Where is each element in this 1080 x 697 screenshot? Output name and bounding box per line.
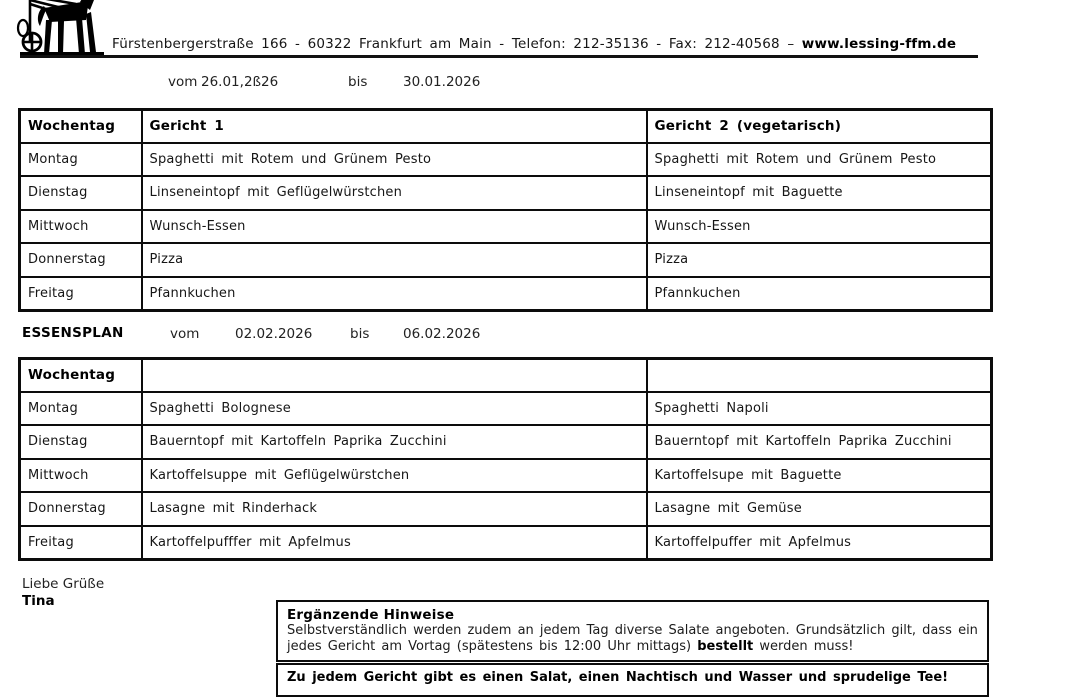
header-wochentag: Wochentag [20,110,142,143]
day-cell: Mittwoch [20,459,142,493]
dish2-cell: Pizza [647,243,992,277]
header-empty-1 [142,359,647,392]
header-empty-2 [647,359,992,392]
table-row [20,176,992,210]
week1-vom-label: vom [168,74,198,90]
notes-title: Ergänzende Hinweise [287,607,455,623]
week2-from-date: 02.02.2026 [235,326,313,342]
table-header-row [20,359,992,392]
dish2-cell: Pfannkuchen [647,277,992,311]
dish2-cell: Spaghetti mit Rotem und Grünem Pesto [647,143,992,177]
table-row [20,425,992,459]
dish1-cell: Pizza [142,243,647,277]
bottom-note-text: Zu jedem Gericht gibt es einen Salat, einen Nachtisch und Wasser und sprudelige Tee! [287,670,949,685]
notes-body-bold: bestellt [697,638,754,654]
week1-bis-label: bis [348,74,368,90]
dish1-cell: Lasagne mit Rinderhack [142,492,647,526]
notes-body-part1: Selbstverständlich werden zudem an jedem Tag diverse Salate angeboten. Grundsätzlich gilt, dass ein jedes Gericht am Vortag (spätestens bis 12:00 Uhr mittags) [287,623,978,654]
meal-table-week1 [18,108,993,312]
meal-table-week2 [18,357,993,561]
day-cell: Freitag [20,526,142,560]
table-header-row [20,110,992,143]
dish1-cell: Kartoffelpufffer mit Apfelmus [142,526,647,560]
day-cell: Freitag [20,277,142,311]
day-cell: Dienstag [20,425,142,459]
bottom-note-box [276,663,989,697]
table-row [20,210,992,244]
day-cell: Donnerstag [20,492,142,526]
header-divider [20,55,978,58]
week2-vom-label: vom [170,326,200,342]
dish1-cell: Linseneintopf mit Geflügelwürstchen [142,176,647,210]
week2-to-date: 06.02.2026 [403,326,481,342]
dish2-cell: Kartoffelsupe mit Baguette [647,459,992,493]
day-cell: Montag [20,392,142,426]
table-row [20,392,992,426]
dish1-cell: Pfannkuchen [142,277,647,311]
notes-body-part2: werden muss! [753,638,854,654]
school-logo [16,0,104,58]
table-row [20,143,992,177]
week2-bis-label: bis [350,326,370,342]
dish1-cell: Bauerntopf mit Kartoffeln Paprika Zucchini [142,425,647,459]
table-row [20,243,992,277]
dish1-cell: Kartoffelsuppe mit Geflügelwürstchen [142,459,647,493]
closing-signature: Tina [22,593,55,609]
day-cell: Donnerstag [20,243,142,277]
website-text: www.lessing-ffm.de [801,36,957,52]
day-cell: Dienstag [20,176,142,210]
header-gericht1: Gericht 1 [142,110,647,143]
header-gericht2: Gericht 2 (vegetarisch) [647,110,992,143]
essensplan-title: ESSENSPLAN [22,325,124,341]
table-row [20,526,992,560]
chariot-horse-logo-icon [16,0,104,58]
day-cell: Mittwoch [20,210,142,244]
dish2-cell: Spaghetti Napoli [647,392,992,426]
day-cell: Montag [20,143,142,177]
table-row [20,459,992,493]
dish2-cell: Bauerntopf mit Kartoffeln Paprika Zucchini [647,425,992,459]
header-address-line [112,36,956,52]
address-text: Fürstenbergerstraße 166 - 60322 Frankfurt am Main - Telefon: 212-35136 - Fax: 212-40568 – [112,36,802,52]
week1-to-date: 30.01.2026 [403,74,481,90]
table-row [20,277,992,311]
closing-greeting: Liebe Grüße [22,576,105,592]
dish1-cell: Spaghetti Bolognese [142,392,647,426]
dish2-cell: Wunsch-Essen [647,210,992,244]
dish1-cell: Wunsch-Essen [142,210,647,244]
header-wochentag: Wochentag [20,359,142,392]
dish2-cell: Lasagne mit Gemüse [647,492,992,526]
notes-body [287,623,978,654]
week1-from-date: 26.01,2ß26 [201,74,279,90]
notes-box [276,600,989,662]
table-row [20,492,992,526]
dish2-cell: Linseneintopf mit Baguette [647,176,992,210]
dish2-cell: Kartoffelpuffer mit Apfelmus [647,526,992,560]
dish1-cell: Spaghetti mit Rotem und Grünem Pesto [142,143,647,177]
